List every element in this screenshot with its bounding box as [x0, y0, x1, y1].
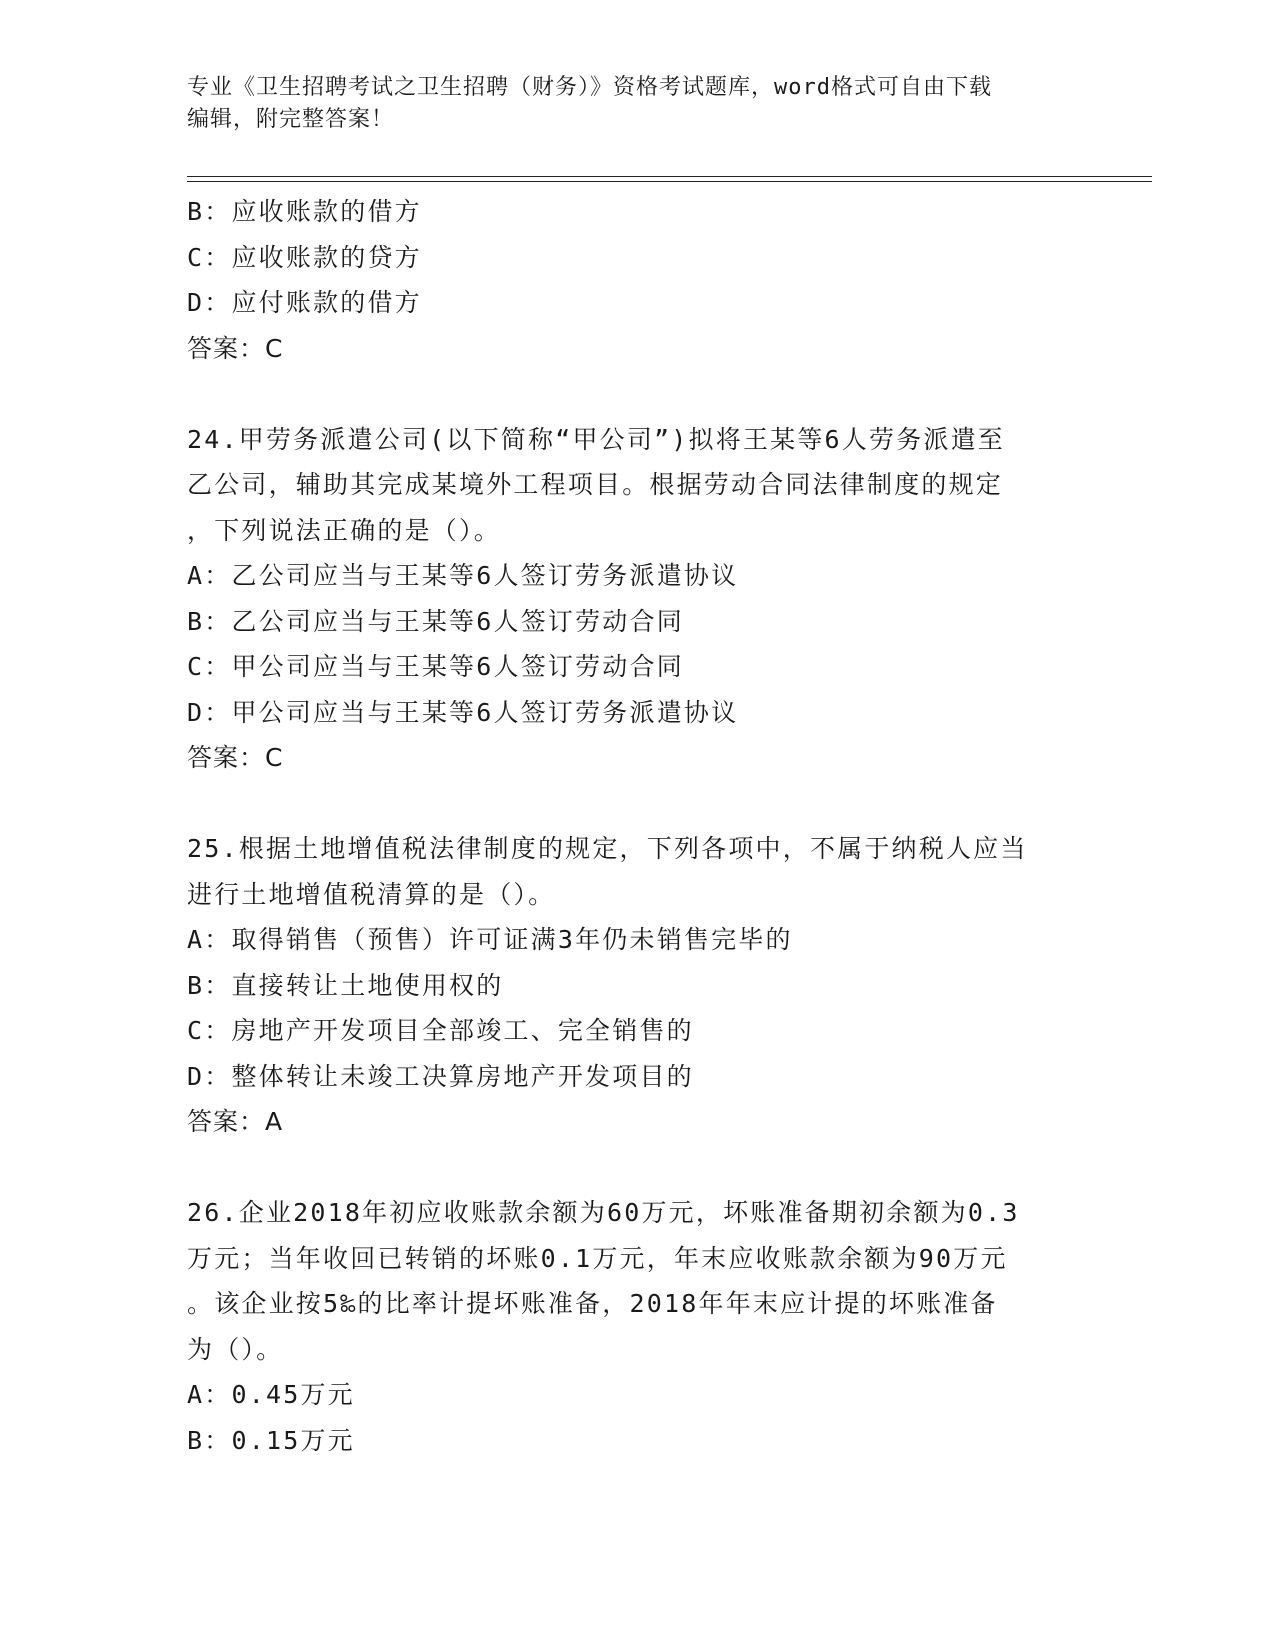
- option-d: D：应付账款的借方: [187, 288, 422, 317]
- option-d: D：整体转让未竣工决算房地产开发项目的: [187, 1061, 694, 1091]
- question-stem-line: 25.根据土地增值税法律制度的规定，下列各项中，不属于纳税人应当: [187, 834, 1028, 863]
- option-b: B：应收账款的借方: [187, 197, 422, 226]
- option-d: D：甲公司应当与王某等6人签订劳务派遣协议: [187, 697, 739, 727]
- question-23-tail: [187, 189, 1087, 371]
- document-header: [187, 72, 1087, 136]
- question-stem-line: 为（）。: [187, 1334, 284, 1364]
- option-b: B：0.15万元: [187, 1425, 355, 1455]
- question-stem-line: 进行土地增值税清算的是（）。: [187, 879, 556, 909]
- option-b: B：乙公司应当与王某等6人签订劳动合同: [187, 606, 684, 636]
- spacer: [187, 781, 1087, 827]
- question-stem-line: ，下列说法正确的是（）。: [187, 515, 501, 545]
- header-line-1: 专业《卫生招聘考试之卫生招聘（财务）》资格考试题库，word格式可自由下载: [187, 75, 992, 100]
- answer-line: 答案：C: [187, 743, 284, 772]
- option-c: C：应收账款的贷方: [187, 242, 422, 272]
- answer-line: 答案：C: [187, 333, 284, 363]
- question-24: [187, 417, 1087, 781]
- header-line-2: 编辑，附完整答案！: [187, 107, 395, 132]
- option-b: B：直接转让土地使用权的: [187, 970, 504, 1000]
- option-c: C：甲公司应当与王某等6人签订劳动合同: [187, 652, 684, 681]
- option-a: A：乙公司应当与王某等6人签订劳务派遣协议: [187, 561, 739, 590]
- answer-line: 答案：A: [187, 1107, 284, 1136]
- question-25: [187, 826, 1087, 1145]
- question-26: [187, 1190, 1087, 1463]
- question-content: [187, 189, 1087, 1463]
- question-stem-line: 26.企业2018年初应收账款余额为60万元，坏账准备期初余额为0.3: [187, 1198, 1020, 1227]
- option-a: A：取得销售（预售）许可证满3年仍未销售完毕的: [187, 925, 793, 954]
- question-stem-line: 24.甲劳务派遣公司(以下简称“甲公司”)拟将王某等6人劳务派遣至: [187, 424, 1006, 454]
- option-c: C：房地产开发项目全部竣工、完全销售的: [187, 1016, 694, 1045]
- spacer: [187, 371, 1087, 417]
- option-a: A：0.45万元: [187, 1380, 355, 1409]
- header-rule-bottom: [187, 181, 1152, 182]
- spacer: [187, 1145, 1087, 1191]
- question-stem-line: 。该企业按5‰的比率计提坏账准备，2018年年末应计提的坏账准备: [187, 1289, 998, 1318]
- question-stem-line: 万元；当年收回已转销的坏账0.1万元，年末应收账款余额为90万元: [187, 1243, 1008, 1273]
- header-rule-top: [187, 176, 1152, 177]
- question-stem-line: 乙公司，辅助其完成某境外工程项目。根据劳动合同法律制度的规定: [187, 470, 1004, 499]
